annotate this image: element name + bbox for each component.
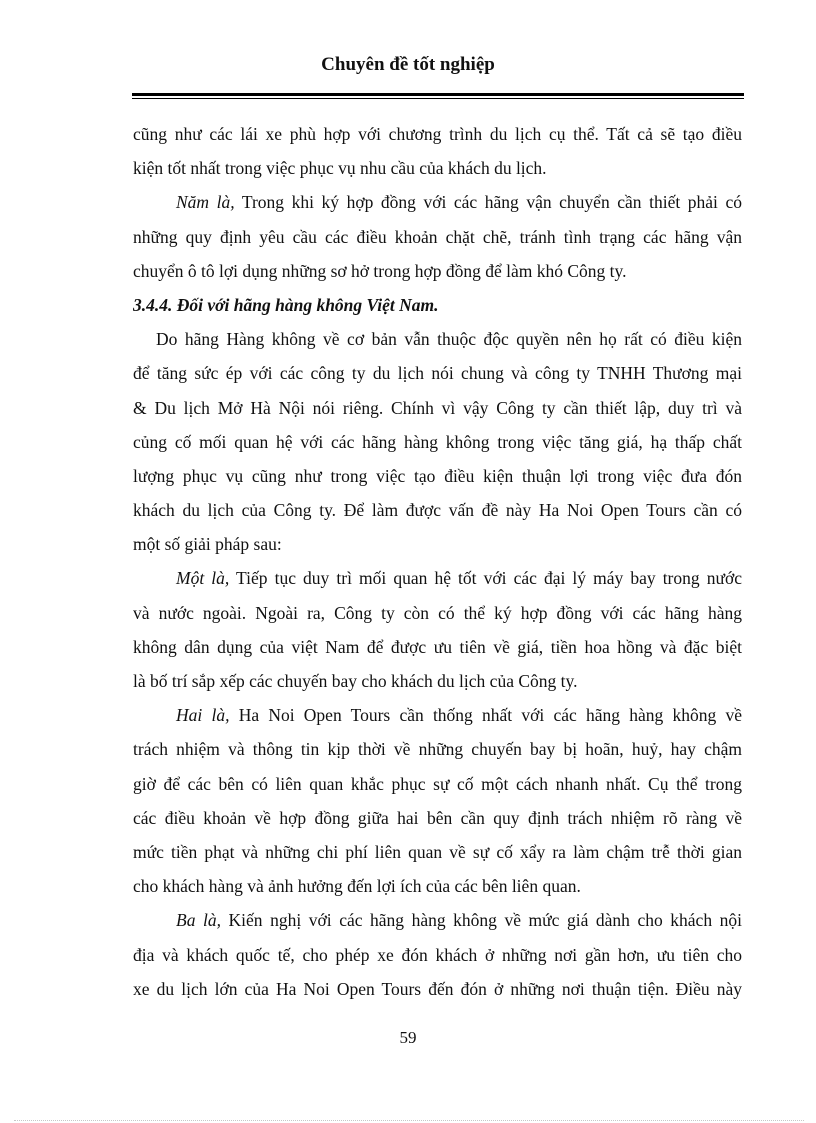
body-text — [133, 117, 742, 1006]
paragraph-line: là bố trí sắp xếp các chuyến bay cho khách du lịch của Công ty. — [133, 671, 578, 691]
paragraph-line: giờ để các bên có liên quan khắc phục sự cố một cách nhanh nhất. Cụ thể trong — [133, 773, 742, 794]
paragraph-line — [133, 903, 742, 937]
paragraph-line: khách du lịch của Công ty. Để làm được vấn đề này Ha Noi Open Tours cần có — [133, 500, 742, 521]
paragraph-line: xe du lịch lớn của Ha Noi Open Tours đến đón ở những nơi thuận tiện. Điều này — [133, 978, 742, 999]
paragraph-line: không dân dụng của việt Nam để được ưu tiên về giá, tiền hoa hồng và đặc biệt — [133, 636, 742, 657]
enumerator-lead: Một là, — [176, 568, 230, 589]
line-text: Tiếp tục duy trì mối quan hệ tốt với các đại lý máy bay trong nước — [229, 568, 742, 589]
paragraph-line: kiện tốt nhất trong việc phục vụ nhu cầu của khách du lịch. — [133, 158, 547, 179]
paragraph-line: chuyển ô tô lợi dụng những sơ hở trong hợp đồng để làm khó Công ty. — [133, 260, 627, 281]
paragraph-line: & Du lịch Mở Hà Nội nói riêng. Chính vì vậy Công ty cần thiết lập, duy trì và — [133, 397, 742, 418]
header-rule-thick — [132, 93, 744, 96]
paragraph-line: lượng phục vụ cũng như trong việc tạo điều kiện thuận lợi trong việc đưa đón — [133, 465, 742, 486]
page-number: 59 — [399, 1028, 417, 1047]
line-text: Kiến nghị với các hãng hàng không về mức giá dành cho khách nội — [220, 910, 742, 931]
line-text: Trong khi ký hợp đồng với các hãng vận chuyển cần thiết phải có — [234, 192, 742, 213]
paragraph-line: để tăng sức ép với các công ty du lịch nói chung và công ty TNHH Thương mại — [133, 363, 742, 384]
paragraph-line: trách nhiệm và thông tin kịp thời về những chuyến bay bị hoãn, huỷ, hay chậm — [133, 739, 742, 760]
paragraph-line: cho khách hàng và ảnh hưởng đến lợi ích của các bên liên quan. — [133, 876, 581, 897]
paragraph-line: mức tiền phạt và những chi phí liên quan về sự cố xẩy ra làm chậm trễ thời gian — [133, 841, 742, 862]
page-bottom-divider — [14, 1120, 804, 1121]
paragraph-line: địa và khách quốc tế, cho phép xe đón khách ở những nơi gần hơn, ưu tiên cho — [133, 944, 742, 965]
paragraph-line — [133, 185, 742, 219]
line-text: Ha Noi Open Tours cần thống nhất với các hãng hàng không về — [229, 705, 742, 726]
enumerator-lead: Ba là, — [176, 910, 221, 931]
section-heading: 3.4.4. Đối với hãng hàng không Việt Nam. — [133, 294, 439, 315]
paragraph-line: củng cố mối quan hệ với các hãng hàng không trong việc tăng giá, hạ thấp chất — [133, 431, 742, 452]
header-rule-thin — [132, 98, 744, 99]
paragraph-line: các điều khoản về hợp đồng giữa hai bên cần quy định trách nhiệm rõ ràng về — [133, 807, 742, 828]
paragraph-line: một số giải pháp sau: — [133, 534, 282, 555]
paragraph-line: những quy định yêu cầu các điều khoản chặt chẽ, tránh tình trạng các hãng vận — [133, 226, 742, 247]
running-header-title: Chuyên đề tốt nghiệp — [321, 54, 495, 75]
paragraph-line: Do hãng Hàng không về cơ bản vẫn thuộc độc quyền nên họ rất có điều kiện — [156, 329, 742, 350]
paragraph-line: và nước ngoài. Ngoài ra, Công ty còn có thể ký hợp đồng với các hãng hàng — [133, 602, 742, 623]
paragraph-line — [133, 561, 742, 595]
paragraph-line — [133, 698, 742, 732]
enumerator-lead: Năm là, — [176, 192, 235, 213]
enumerator-lead: Hai là, — [176, 705, 230, 726]
paragraph-line: cũng như các lái xe phù hợp với chương trình du lịch cụ thể. Tất cả sẽ tạo điều — [133, 124, 742, 144]
